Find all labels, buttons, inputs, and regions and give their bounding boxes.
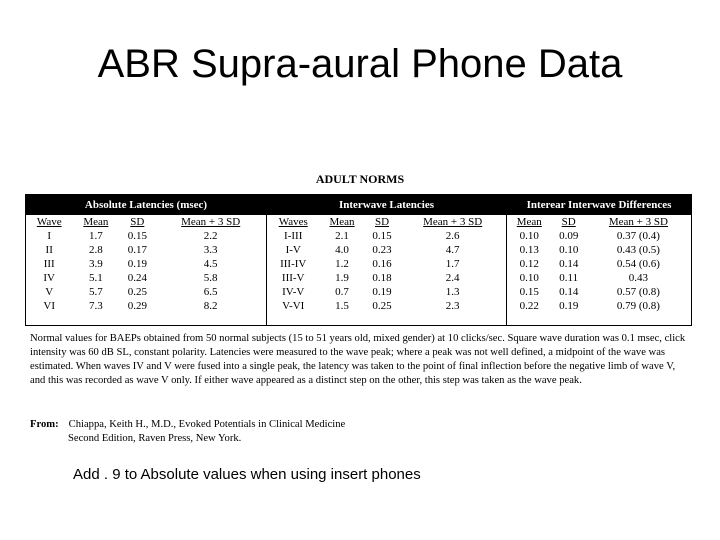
column-header: SD [561,216,576,228]
table-cell: V [45,286,54,298]
table-row [507,243,691,257]
table-cell: 0.24 [127,272,147,284]
table-cell: 0.17 [127,244,147,256]
table-cell: 0.25 [372,300,392,312]
citation-line-1: Chiappa, Keith H., M.D., Evoked Potentials in Clinical Medicine [68,419,346,430]
table-body [267,229,506,313]
absolute-latencies-section [25,194,267,326]
table-cell: 0.23 [372,244,392,256]
table-cell: 0.7 [335,286,349,298]
citation-label: From: [30,419,59,430]
table-cell: IV [43,272,55,284]
column-header: Wave [36,216,62,228]
table-cell: 1.9 [335,272,349,284]
table-cell: 0.57 (0.8) [616,286,660,298]
section-title: Interwave Latencies [267,195,506,215]
table-cell: 5.7 [88,286,103,298]
absolute-latencies-table [26,215,266,313]
table-row [267,299,506,313]
column-header: Mean [83,216,109,228]
table-cell: 5.1 [88,272,103,284]
column-header: SD [130,216,145,228]
citation [30,418,670,446]
table-cell: 8.2 [203,300,218,312]
table-cell: 0.54 (0.6) [616,258,660,270]
table-cell: 5.8 [203,272,218,284]
table-cell: 4.7 [445,244,460,256]
table-body [26,229,266,313]
table-row [26,243,266,257]
column-header: Mean + 3 SD [423,216,483,228]
table-cell: 1.5 [335,300,349,312]
table-row [267,257,506,271]
table-cell: 6.5 [203,286,218,298]
table-cell: III-IV [280,258,307,270]
table-cell: 2.4 [445,272,460,284]
table-cell: VI [43,300,55,312]
interwave-latencies-section [266,194,507,326]
table-cell: 0.15 [519,286,539,298]
table-cell: I-III [284,230,303,242]
column-header: Mean + 3 SD [608,216,668,228]
table-row [507,299,691,313]
column-header: Mean [329,216,355,228]
table-cell: 0.10 [519,272,539,284]
column-header: Waves [278,216,308,228]
citation-line-2: Second Edition, Raven Press, New York. [68,433,242,444]
table-cell: 0.14 [559,258,579,270]
interwave-latencies-table [267,215,506,313]
table-cell: 2.8 [88,244,103,256]
table-cell: 0.14 [559,286,579,298]
table-row [26,257,266,271]
table-cell: 0.37 (0.4) [616,230,660,242]
table-cell: I-V [285,244,301,256]
table-cell: 0.15 [127,230,147,242]
table-row [267,285,506,299]
table-cell: 0.12 [519,258,539,270]
table-cell: III-V [281,272,305,284]
slide-title: ABR Supra-aural Phone Data [97,42,623,86]
table-cell: 0.10 [559,244,579,256]
table-row [26,285,266,299]
table-row [267,243,506,257]
table-cell: 4.0 [335,244,349,256]
column-header: Mean + 3 SD [181,216,241,228]
methods-notes: Normal values for BAEPs obtained from 50 normal subjects (15 to 51 years old, mixed gender) at 10 clicks/sec. Square wave duration was 0.1 msec, click intensity was 60 dB SL, constant polarity. Latencies were measured to the wave peak; where a peak was not well defined, a midpoint of the wave was estimated. When waves IV and V were fused into a single peak, the latency was taken to the point of final inflection before the negative limb of wave V, and this was recorded as wave V only. If either wave appeared as a distinct step on the other, this step was taken as the wave peak. [30,333,686,386]
table-cell: 0.22 [519,300,539,312]
footer-note: Add . 9 to Absolute values when using insert phones [73,466,421,483]
table-cell: 0.19 [127,258,147,270]
table-cell: 0.19 [372,286,392,298]
table-cell: 0.79 (0.8) [616,300,660,312]
table-row [26,229,266,243]
table-row [507,257,691,271]
table-cell: 0.10 [519,230,539,242]
table-row [507,285,691,299]
table-cell: 7.3 [88,300,103,312]
table-cell: 2.2 [203,230,218,242]
table-cell: 1.7 [445,258,460,270]
table-cell: 0.11 [559,272,579,284]
table-cell: 0.16 [372,258,392,270]
table-row [267,271,506,285]
table-cell: 1.7 [88,230,103,242]
table-cell: 3.9 [88,258,103,270]
table-cell: 0.18 [372,272,392,284]
table-body [507,229,691,313]
table-cell: 0.13 [519,244,539,256]
table-row [26,271,266,285]
table-cell: 0.25 [127,286,147,298]
table-cell: I [47,230,52,242]
table-cell: V-VI [282,300,305,312]
table-cell: 0.43 (0.5) [616,244,660,256]
table-cell: 0.09 [559,230,579,242]
table-row [26,299,266,313]
column-header: Mean [516,216,542,228]
table-cell: 2.1 [335,230,349,242]
table-cell: 2.6 [445,230,460,242]
section-title: Interear Interwave Differences [507,195,691,215]
section-title: Absolute Latencies (msec) [26,195,266,215]
table-cell: 1.2 [335,258,349,270]
table-cell: 3.3 [203,244,218,256]
table-caption: ADULT NORMS [315,172,405,186]
interear-differences-table [507,215,691,313]
table-cell: 0.15 [372,230,392,242]
table-row [507,229,691,243]
table-cell: III [43,258,55,270]
table-cell: II [45,244,53,256]
table-cell: IV-V [282,286,305,298]
table-row [507,271,691,285]
table-cell: 0.19 [559,300,579,312]
column-header: SD [374,216,390,228]
interear-differences-section [506,194,692,326]
table-cell: 1.3 [445,286,460,298]
table-cell: 2.3 [445,300,460,312]
table-cell: 0.29 [127,300,147,312]
table-cell: 4.5 [203,258,218,270]
table-cell: 0.43 [628,272,649,284]
table-row [267,229,506,243]
